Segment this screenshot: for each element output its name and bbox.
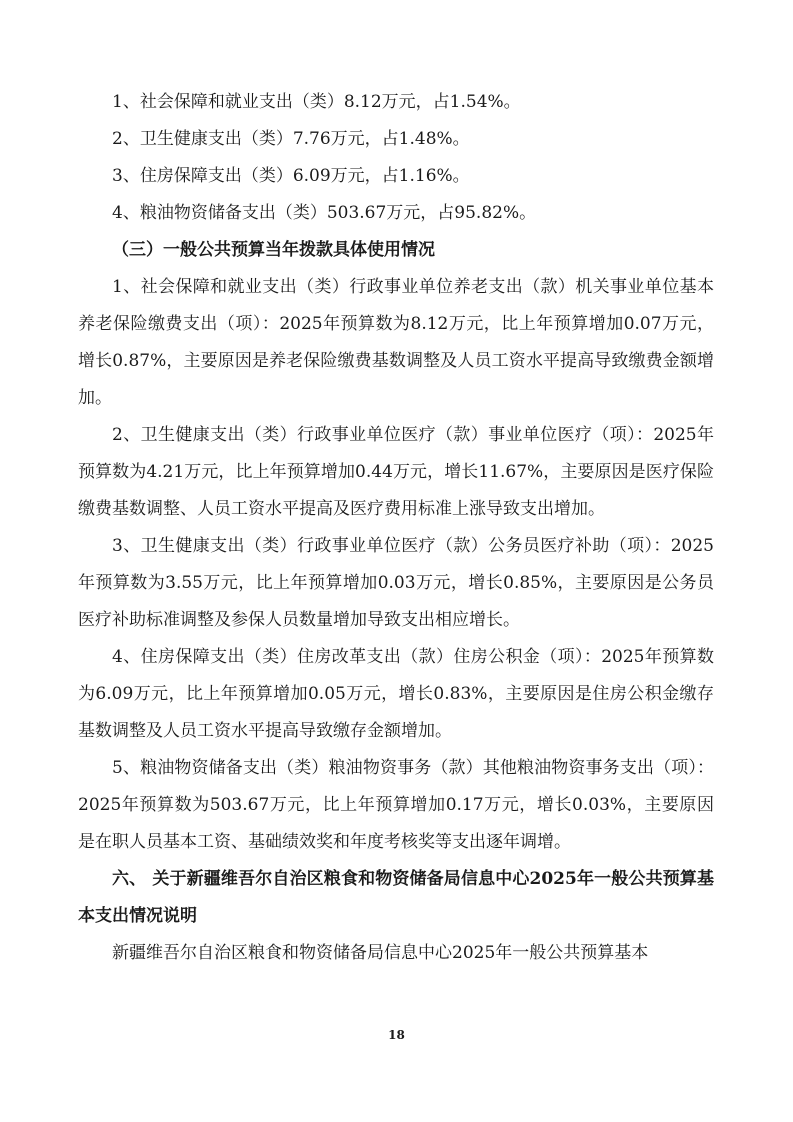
paragraph-civil-servant-medical-detail: 3、卫生健康支出（类）行政事业单位医疗（款）公务员医疗补助（项）：2025年预算数为3.55万元，比上年预算增加0.03万元，增长0.85%，主要原因是公务员医疗补助标准调整及参保人员数量增加导致支出相应增长。 [78, 536, 714, 630]
section-heading-3: （三）一般公共预算当年拨款具体使用情况 [112, 240, 435, 260]
section-heading-6: 六、 关于新疆维吾尔自治区粮食和物资储备局信息中心2025年一般公共预算基本支出情况说明 [78, 869, 714, 926]
paragraph-housing-share: 3、住房保障支出（类）6.09万元，占1.16%。 [112, 166, 470, 186]
paragraph-social-security-share: 1、社会保障和就业支出（类）8.12万元，占1.54%。 [112, 92, 521, 112]
paragraph-housing-fund-detail: 4、住房保障支出（类）住房改革支出（款）住房公积金（项）：2025年预算数为6.09万元，比上年预算增加0.05万元，增长0.83%，主要原因是住房公积金缴存基数调整及人员工资水平提高导致缴存金额增加。 [78, 647, 714, 741]
paragraph-pension-detail: 1、社会保障和就业支出（类）行政事业单位养老支出（款）机关事业单位基本养老保险缴费支出（项）：2025年预算数为8.12万元，比上年预算增加0.07万元，增长0.87%，主要原因是养老保险缴费基数调整及人员工资水平提高导致缴费金额增加。 [78, 277, 714, 408]
paragraph-grain-affairs-detail: 5、粮油物资储备支出（类）粮油物资事务（款）其他粮油物资事务支出（项）：2025年预算数为503.67万元，比上年预算增加0.17万元，增长0.03%，主要原因是在职人员基本工资、基础绩效奖和年度考核奖等支出逐年调增。 [78, 758, 714, 852]
paragraph-health-share: 2、卫生健康支出（类）7.76万元，占1.48%。 [112, 129, 470, 149]
page-number: 18 [388, 1028, 405, 1042]
paragraph-basic-expenditure-intro: 新疆维吾尔自治区粮食和物资储备局信息中心2025年一般公共预算基本 [112, 943, 649, 963]
paragraph-grain-reserve-share: 4、粮油物资储备支出（类）503.67万元，占95.82%。 [112, 203, 537, 223]
paragraph-institution-medical-detail: 2、卫生健康支出（类）行政事业单位医疗（款）事业单位医疗（项）：2025年预算数为4.21万元，比上年预算增加0.44万元，增长11.67%，主要原因是医疗保险缴费基数调整、人员工资水平提高及医疗费用标准上涨导致支出增加。 [78, 425, 714, 519]
document-body [78, 84, 714, 972]
